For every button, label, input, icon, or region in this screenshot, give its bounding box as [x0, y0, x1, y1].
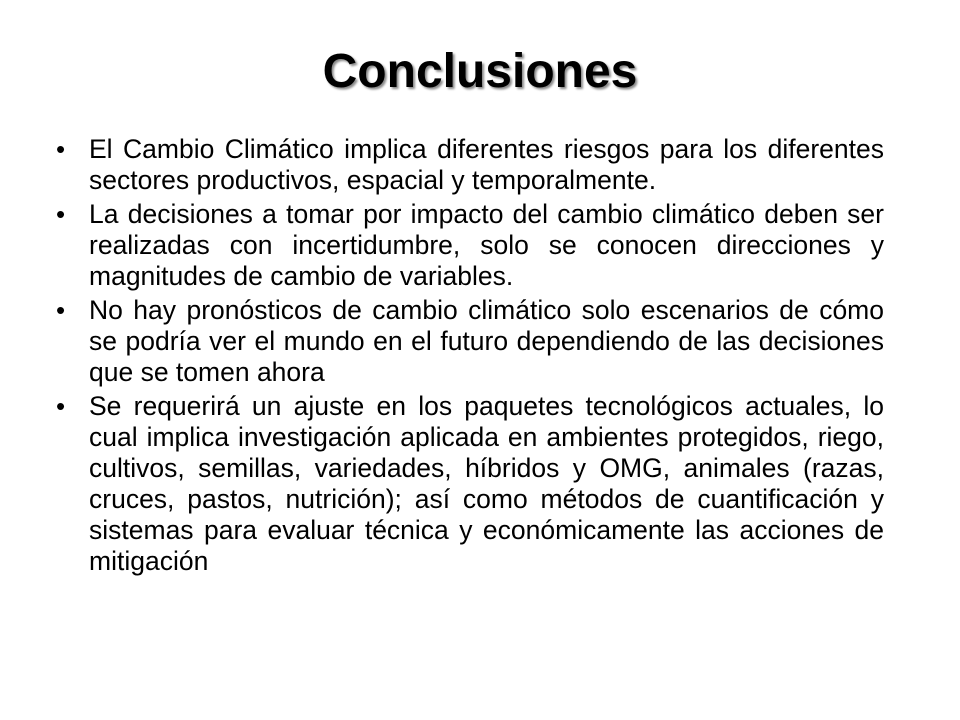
bullet-text: La decisiones a tomar por impacto del cambio climático deben ser realizadas con incertidumbre, solo se conocen direcciones y magnitudes de cambio de variables. — [89, 199, 884, 291]
bullet-text: No hay pronósticos de cambio climático solo escenarios de cómo se podría ver el mundo en el futuro dependiendo de las decisiones que se tomen ahora — [89, 295, 884, 387]
bullet-icon: • — [56, 295, 66, 325]
bullet-item — [56, 295, 884, 388]
bullet-icon: • — [56, 391, 66, 421]
bullet-item — [56, 391, 884, 577]
bullet-text: Se requerirá un ajuste en los paquetes tecnológicos actuales, lo cual implica investigación aplicada en ambientes protegidos, riego, cultivos, semillas, variedades, híbridos y OMG, animales (razas, cruces, pastos, nutrición); así como métodos de cuantificación y sistemas para evaluar técnica y económicamente las acciones de mitigación — [89, 391, 884, 576]
bullet-text: El Cambio Climático implica diferentes riesgos para los diferentes sectores productivos, espacial y temporalmente. — [89, 134, 884, 195]
bullet-icon: • — [56, 134, 66, 164]
bullet-list — [56, 134, 884, 580]
slide-title: Conclusiones — [322, 45, 638, 98]
bullet-item — [56, 134, 884, 196]
bullet-icon: • — [56, 199, 66, 229]
bullet-item — [56, 199, 884, 292]
